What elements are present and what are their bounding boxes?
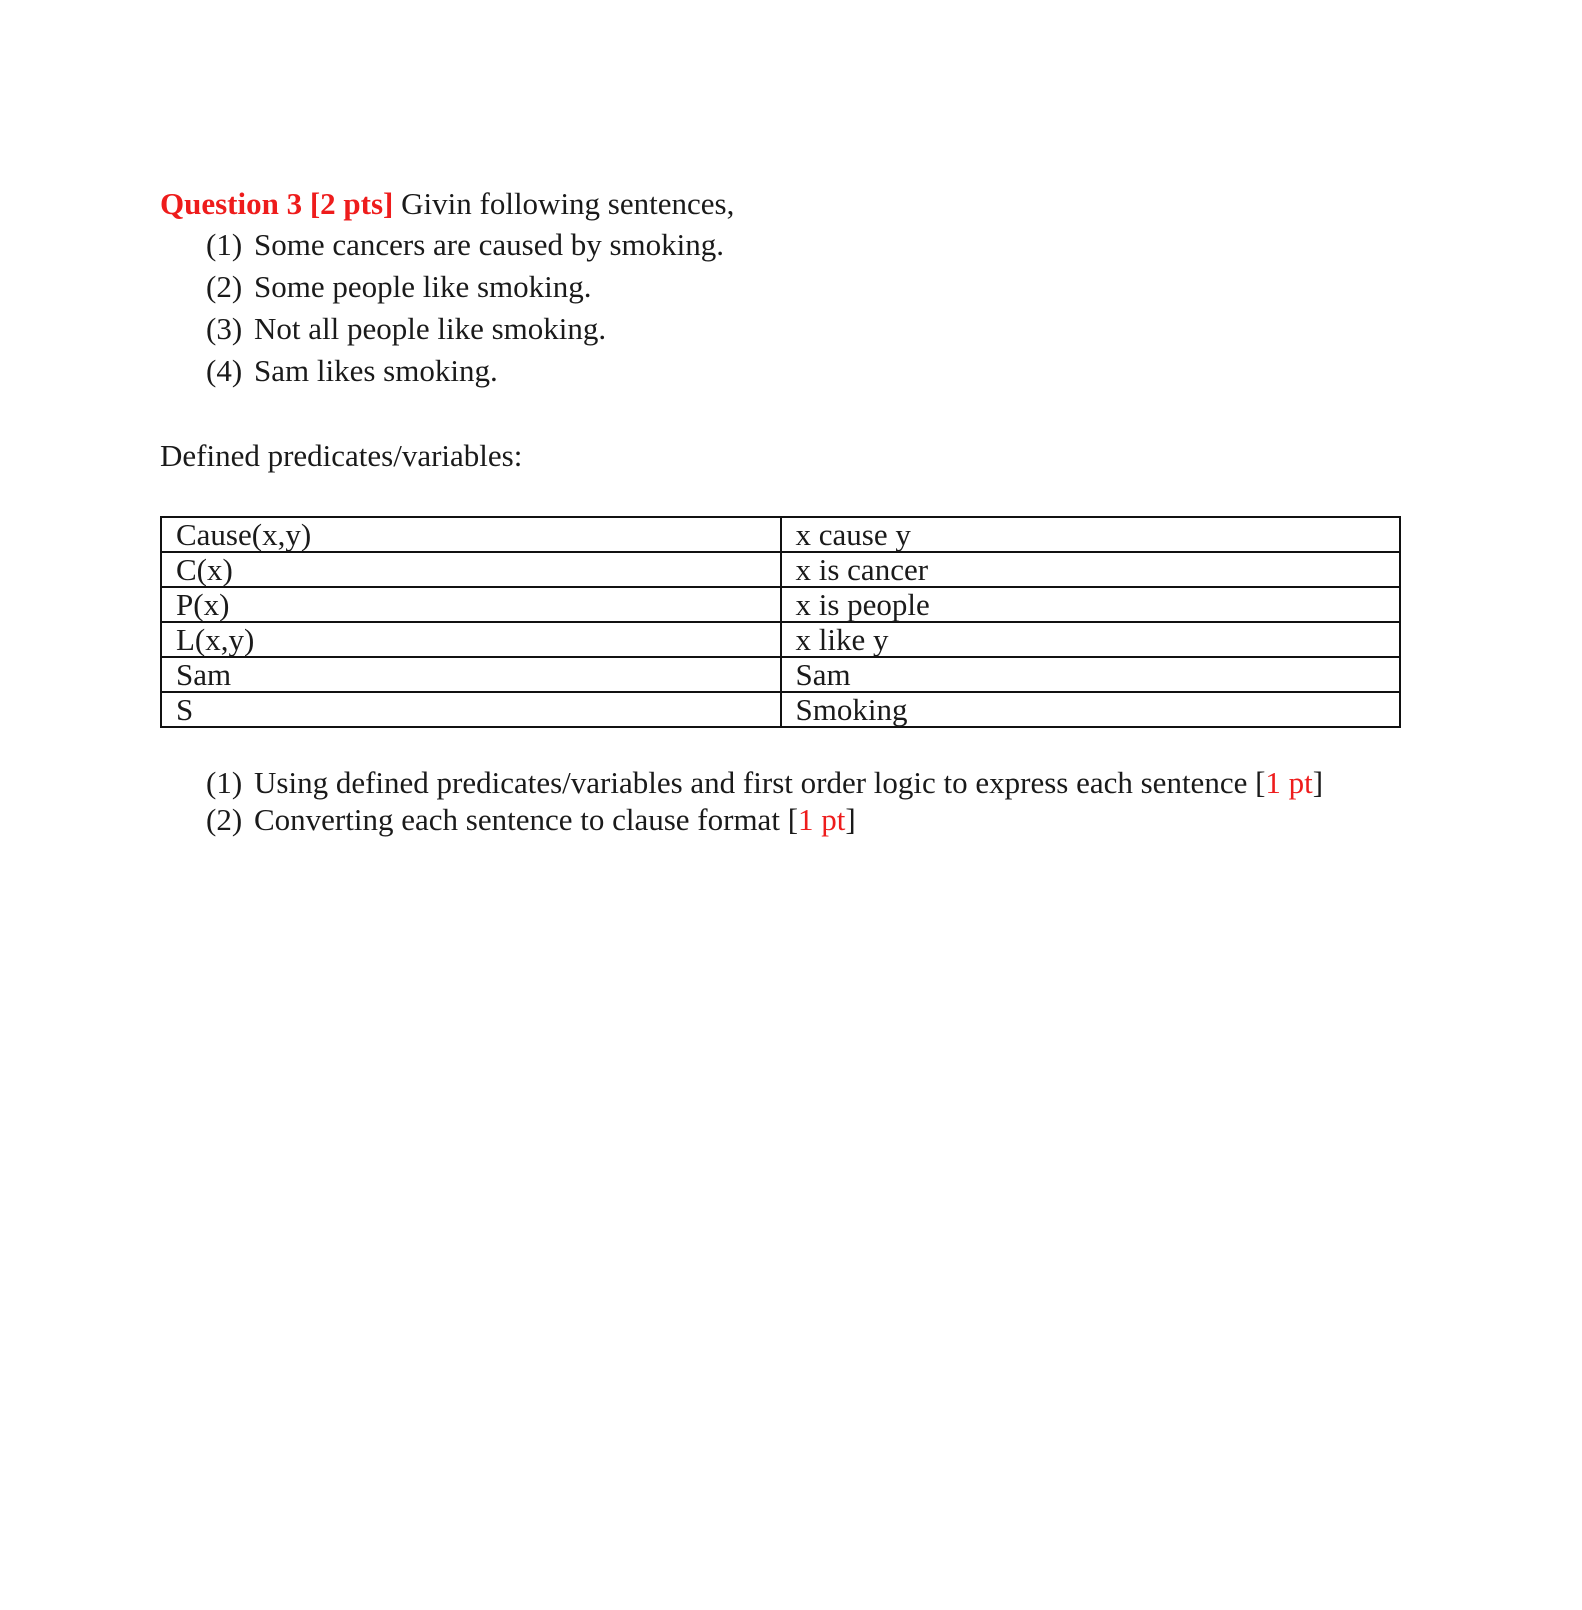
item-number: (3) — [206, 311, 243, 346]
sentence-list — [160, 224, 1420, 392]
table-row — [161, 622, 1400, 657]
list-item — [206, 350, 1420, 392]
predicate-meaning: Sam — [781, 657, 1401, 692]
list-item — [206, 266, 1420, 308]
task-list — [160, 764, 1420, 838]
predicate-symbol: L(x,y) — [161, 622, 781, 657]
list-item — [206, 764, 1420, 801]
predicate-meaning: x cause y — [781, 517, 1401, 552]
predicate-symbol: S — [161, 692, 781, 727]
table-row — [161, 587, 1400, 622]
list-item — [206, 224, 1420, 266]
item-text: Converting each sentence to clause format — [254, 802, 788, 837]
list-item — [206, 801, 1420, 838]
predicate-symbol: Cause(x,y) — [161, 517, 781, 552]
predicate-meaning: x is cancer — [781, 552, 1401, 587]
table-row — [161, 657, 1400, 692]
points-value: 1 pt — [798, 802, 846, 837]
item-number: (1) — [206, 227, 243, 262]
question-document — [160, 184, 1420, 838]
predicate-table — [160, 516, 1401, 728]
item-number: (2) — [206, 269, 243, 304]
question-title — [160, 184, 1420, 224]
item-text: Sam likes smoking. — [254, 353, 498, 388]
table-row — [161, 692, 1400, 727]
list-item — [206, 308, 1420, 350]
item-number: (1) — [206, 765, 243, 800]
predicate-symbol: C(x) — [161, 552, 781, 587]
table-row — [161, 517, 1400, 552]
points-value: 1 pt — [1265, 765, 1313, 800]
predicate-symbol: Sam — [161, 657, 781, 692]
defined-heading: Defined predicates/variables: — [160, 438, 523, 473]
question-label: Question 3 [2 pts] — [160, 186, 394, 221]
bracket-close: ] — [1312, 765, 1324, 800]
bracket-close: ] — [845, 802, 856, 837]
bracket-open: [ — [787, 802, 799, 837]
predicate-symbol: P(x) — [161, 587, 781, 622]
item-text: Some people like smoking. — [254, 269, 592, 304]
predicate-meaning: x like y — [781, 622, 1401, 657]
item-text: Some cancers are caused by smoking. — [254, 227, 725, 262]
item-text: Using defined predicates/variables and first order logic to express each sentence — [254, 765, 1256, 800]
item-number: (2) — [206, 802, 243, 837]
bracket-open: [ — [1255, 765, 1266, 800]
item-text: Not all people like smoking. — [254, 311, 607, 346]
predicate-meaning: Smoking — [781, 692, 1401, 727]
table-row — [161, 552, 1400, 587]
question-intro: Givin following sentences, — [393, 186, 735, 221]
predicate-meaning: x is people — [781, 587, 1401, 622]
item-number: (4) — [206, 353, 243, 388]
